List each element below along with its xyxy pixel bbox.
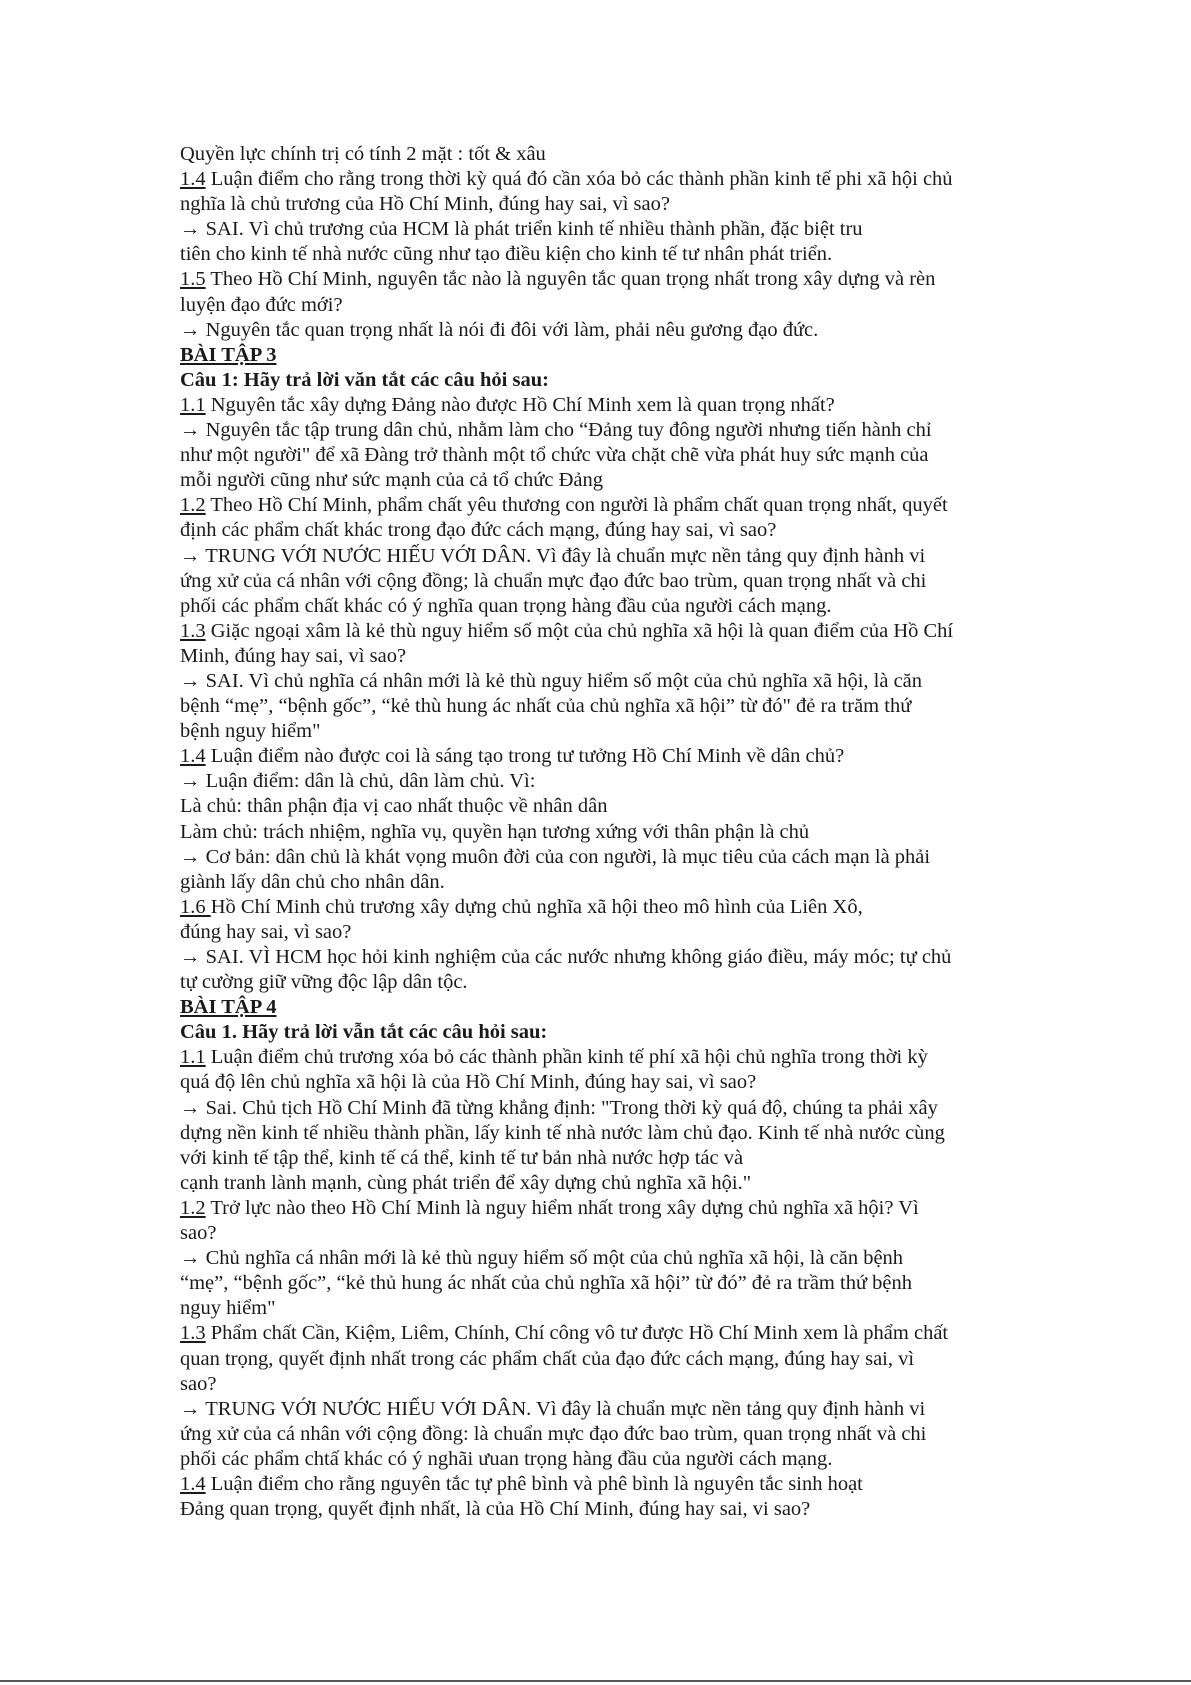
text-line: tiên cho kinh tế nhà nước cũng như tạo điều kiện cho kinh tế tư nhân phát triển. (180, 243, 833, 266)
question-heading: Câu 1: Hãy trả lời văn tắt các câu hỏi sau: (180, 368, 549, 391)
text-line: → SAI. Vì chủ nghĩa cá nhân mới là kẻ thù nguy hiểm số một của chủ nghĩa xã hội, là căn (180, 669, 923, 692)
page-bottom-rule (0, 1680, 1191, 1682)
text-line: quan trọng, quyết định nhất trong các phẩm chất của đạo đức cách mạng, đúng hay sai, vì (180, 1347, 915, 1370)
question-number: 1.3 (180, 619, 206, 642)
text-line: 1.2 Trở lực nào theo Hồ Chí Minh là nguy hiểm nhất trong xây dựng chủ nghĩa xã hội? Vì (180, 1196, 919, 1219)
text-line: Minh, đúng hay sai, vì sao? (180, 644, 407, 667)
text-line: định các phẩm chất khác trong đạo đức cách mạng, đúng hay sai, vì sao? (180, 519, 777, 542)
question-number: 1.4 (180, 745, 206, 768)
text-line: bệnh nguy hiểm" (180, 720, 321, 743)
question-number: 1.1 (180, 393, 206, 416)
text-line: như một người" để xã Đàng trở thành một tổ chức vừa chặt chẽ vừa phát huy sức mạnh của (180, 444, 929, 467)
text-line: luyện đạo đức mới? (180, 293, 343, 316)
text-line: bệnh “mẹ”, “bệnh gốc”, “kẻ thù hung ác nhất của chủ nghĩa xã hội” từ đó" đẻ ra trăm thứ (180, 695, 912, 718)
text-line: 1.5 Theo Hồ Chí Minh, nguyên tắc nào là nguyên tắc quan trọng nhất trong xây dựng và rèn (180, 268, 936, 291)
question-number: 1.6 (180, 895, 211, 918)
text-line: Quyền lực chính trị có tính 2 mặt : tốt & xâu (180, 143, 546, 165)
text-line: cạnh tranh lành mạnh, cùng phát triển để xây dựng chủ nghĩa xã hội." (180, 1171, 752, 1194)
question-number: 1.1 (180, 1046, 206, 1069)
text-line: → Sai. Chủ tịch Hồ Chí Minh đã từng khẳng định: "Trong thời kỳ quá độ, chúng ta phải xây (180, 1096, 938, 1119)
text-line: → SAI. Vì chủ trương của HCM là phát triển kinh tế nhiều thành phần, đặc biệt tru (180, 218, 863, 241)
question-heading: Câu 1. Hãy trả lời vẫn tắt các câu hỏi sau: (180, 1021, 548, 1044)
text-line: 1.4 Luận điểm cho rằng nguyên tắc tự phê bình và phê bình là nguyên tắc sinh hoạt (180, 1472, 863, 1495)
text-line: → Luận điểm: dân là chủ, dân làm chủ. Vì: (180, 770, 536, 793)
question-number: 1.3 (180, 1322, 206, 1345)
section-heading: BÀI TẬP 3 (180, 343, 277, 366)
text-line: dựng nền kinh tế nhiều thành phần, lấy kinh tế nhà nước làm chủ đạo. Kinh tế nhà nước cùng (180, 1121, 945, 1144)
question-number: 1.2 (180, 1196, 206, 1219)
text-line: 1.6 Hồ Chí Minh chủ trương xây dựng chủ nghĩa xã hội theo mô hình của Liên Xô, (180, 895, 863, 918)
text-line: 1.4 Luận điểm nào được coi là sáng tạo trong tư tưởng Hồ Chí Minh về dân chủ? (180, 745, 845, 768)
text-line: → Chủ nghĩa cá nhân mới là kẻ thù nguy hiểm số một của chủ nghĩa xã hội, là căn bệnh (180, 1247, 904, 1270)
text-line: “mẹ”, “bệnh gốc”, “kẻ thủ hung ác nhất của chủ nghĩa xã hội” từ đó” đẻ ra trầm thứ bệnh (180, 1272, 913, 1295)
text-line: sao? (180, 1372, 217, 1395)
text-line: → TRUNG VỚI NƯỚC HIẾU VỚI DÂN. Vì đây là chuẩn mực nền tảng quy định hành vi (180, 544, 926, 567)
text-line: → TRUNG VỚI NƯỚC HIẾU VỚI DÂN. Vì đây là chuẩn mực nền tảng quy định hành vi (180, 1397, 926, 1420)
text-line: phối các phẩm chtấ khác có ý nghãi ưuan trọng hàng đầu của người cách mạng. (180, 1447, 833, 1470)
text-line: ứng xử của cá nhân với cộng đồng; là chuẩn mực đạo đức bao trùm, quan trọng nhất và chi (180, 569, 927, 592)
section-heading: BÀI TẬP 4 (180, 996, 277, 1019)
text-line: → SAI. VÌ HCM học hỏi kinh nghiệm của các nước nhưng không giáo điều, máy móc; tự chủ (180, 946, 952, 968)
text-line: 1.3 Giặc ngoại xâm là kẻ thù nguy hiểm số một của chủ nghĩa xã hội là quan điểm của Hồ Chí (180, 619, 954, 642)
text-line: Là chủ: thân phận địa vị cao nhất thuộc về nhân dân (180, 795, 608, 818)
text-line: Làm chủ: trách nhiệm, nghĩa vụ, quyền hạn tương xứng với thân phận là chủ (180, 820, 810, 843)
text-line: sao? (180, 1222, 217, 1245)
question-number: 1.2 (180, 494, 206, 517)
text-line: 1.4 Luận điểm cho rằng trong thời kỳ quá đó cần xóa bỏ các thành phần kinh tế phi xã hội chủ (180, 168, 953, 191)
text-line: ứng xử của cá nhân với cộng đồng: là chuẩn mực đạo đức bao trùm, quan trọng nhất và chi (180, 1422, 927, 1445)
text-line: → Nguyên tắc quan trọng nhất là nói đi đôi với làm, phải nêu gương đạo đức. (180, 318, 819, 341)
text-line: nguy hiểm" (180, 1297, 276, 1320)
text-line: → Nguyên tắc tập trung dân chủ, nhằm làm cho “Đảng tuy đông người nhưng tiến hành chỉ (180, 419, 932, 442)
text-line: → Cơ bản: dân chủ là khát vọng muôn đời của con người, là mục tiêu của cách mạn là phải (180, 845, 931, 868)
question-number: 1.5 (180, 268, 206, 291)
text-line: tự cường giữ vững độc lập dân tộc. (180, 971, 468, 994)
text-line: đúng hay sai, vì sao? (180, 920, 352, 943)
text-line: giành lấy dân chủ cho nhân dân. (180, 870, 445, 893)
text-line: với kinh tế tập thể, kinh tế cá thể, kinh tế tư bản nhà nước hợp tác và (180, 1146, 744, 1169)
text-line: Đảng quan trọng, quyết định nhất, là của Hồ Chí Minh, đúng hay sai, vi sao? (180, 1498, 811, 1521)
document-page (180, 142, 1120, 1522)
text-line: 1.1 Nguyên tắc xây dựng Đảng nào được Hồ Chí Minh xem là quan trọng nhất? (180, 393, 835, 416)
text-line: mỗi người cũng như sức mạnh của cả tổ chức Đảng (180, 469, 604, 492)
text-line: 1.3 Phẩm chất Cần, Kiệm, Liêm, Chính, Chí công vô tư được Hồ Chí Minh xem là phẩm chất (180, 1322, 949, 1345)
text-line: 1.2 Theo Hồ Chí Minh, phẩm chất yêu thương con người là phẩm chất quan trọng nhất, quyết (180, 494, 948, 517)
text-line: nghĩa là chủ trương của Hồ Chí Minh, đúng hay sai, vì sao? (180, 193, 670, 216)
text-line: phối các phẩm chất khác có ý nghĩa quan trọng hàng đầu của người cách mạng. (180, 594, 832, 617)
question-number: 1.4 (180, 168, 206, 191)
text-line: quá độ lên chủ nghĩa xã hội là của Hồ Chí Minh, đúng hay sai, vì sao? (180, 1071, 757, 1094)
text-line: 1.1 Luận điểm chủ trương xóa bỏ các thành phần kinh tế phí xã hội chủ nghĩa trong thời kỳ (180, 1046, 928, 1069)
question-number: 1.4 (180, 1472, 206, 1495)
